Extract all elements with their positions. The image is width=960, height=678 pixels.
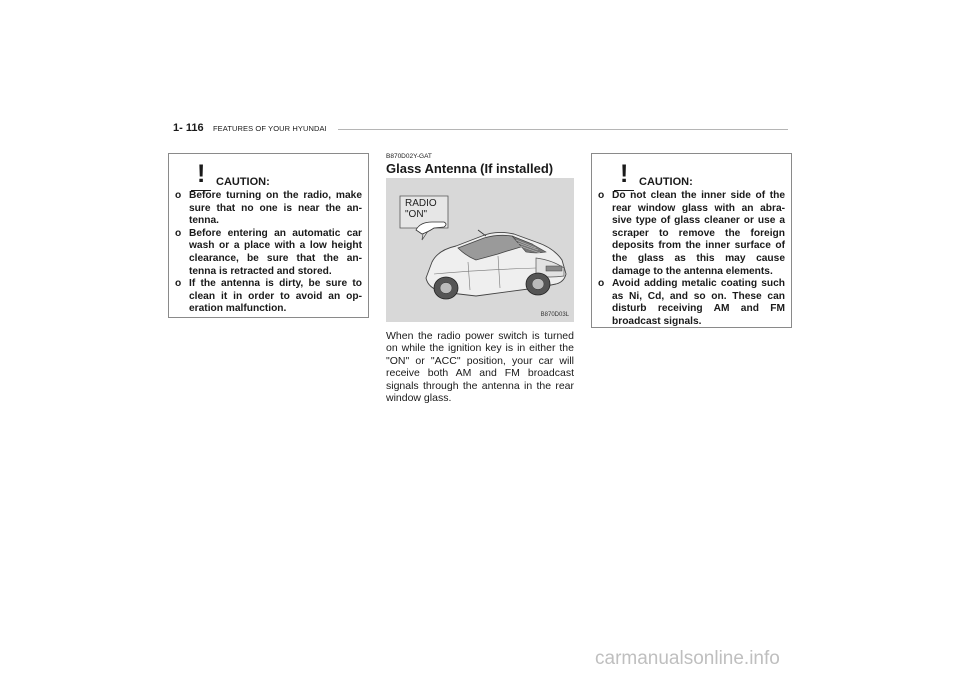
list-item: o Before turning on the radio, make sure that no one is near the an-tenna. [175,190,362,227]
caution-title: CAUTION: [639,176,693,188]
antenna-pointer [478,230,486,236]
body-paragraph: When the radio power switch is turned on while the ignition key is in either the "ON" or "ACC" position, your car will receive both AM and FM broadcast signals through the antenna in the rear window glass. [386,330,574,405]
caution-list [598,190,785,329]
caution-box-left [168,153,369,318]
figure-code: B870D03L [540,312,569,318]
site-watermark: carmanualsonline.info [595,648,780,669]
list-item: o Do not clean the inner side of the rear window glass with an abra-sive type of glass cleaner or use a scraper to remove the foreign deposits from the inner surface of the glass as this may cause damage to the antenna elements. [598,190,785,277]
page-number: 1- 116 [173,122,204,134]
caution-title: CAUTION: [216,176,270,188]
radio-on-label: RADIO "ON" [405,198,437,220]
caution-box-right [591,153,792,328]
list-item: o Before entering an automatic car wash or a place with a low height clearance, be sure that the an-tenna is retracted and stored. [175,227,362,277]
list-item: o If the antenna is dirty, be sure to clean it in order to avoid an op-eration malfunction. [175,278,362,315]
section-heading: FEATURES OF YOUR HYUNDAI [213,124,327,133]
list-item: o Avoid adding metalic coating such as Ni, Cd, and so on. These can disturb receiving AM and FM broadcast signals. [598,278,785,327]
warning-icon: ! [620,160,629,188]
warning-icon: ! [197,160,206,188]
header-rule [338,129,788,130]
car-antenna-illustration [386,178,574,322]
page-header [173,122,788,136]
section-code: B870D02Y-GAT [386,153,432,160]
section-title: Glass Antenna (If installed) [386,161,554,176]
caution-list [175,190,362,316]
tail-light [546,266,562,271]
